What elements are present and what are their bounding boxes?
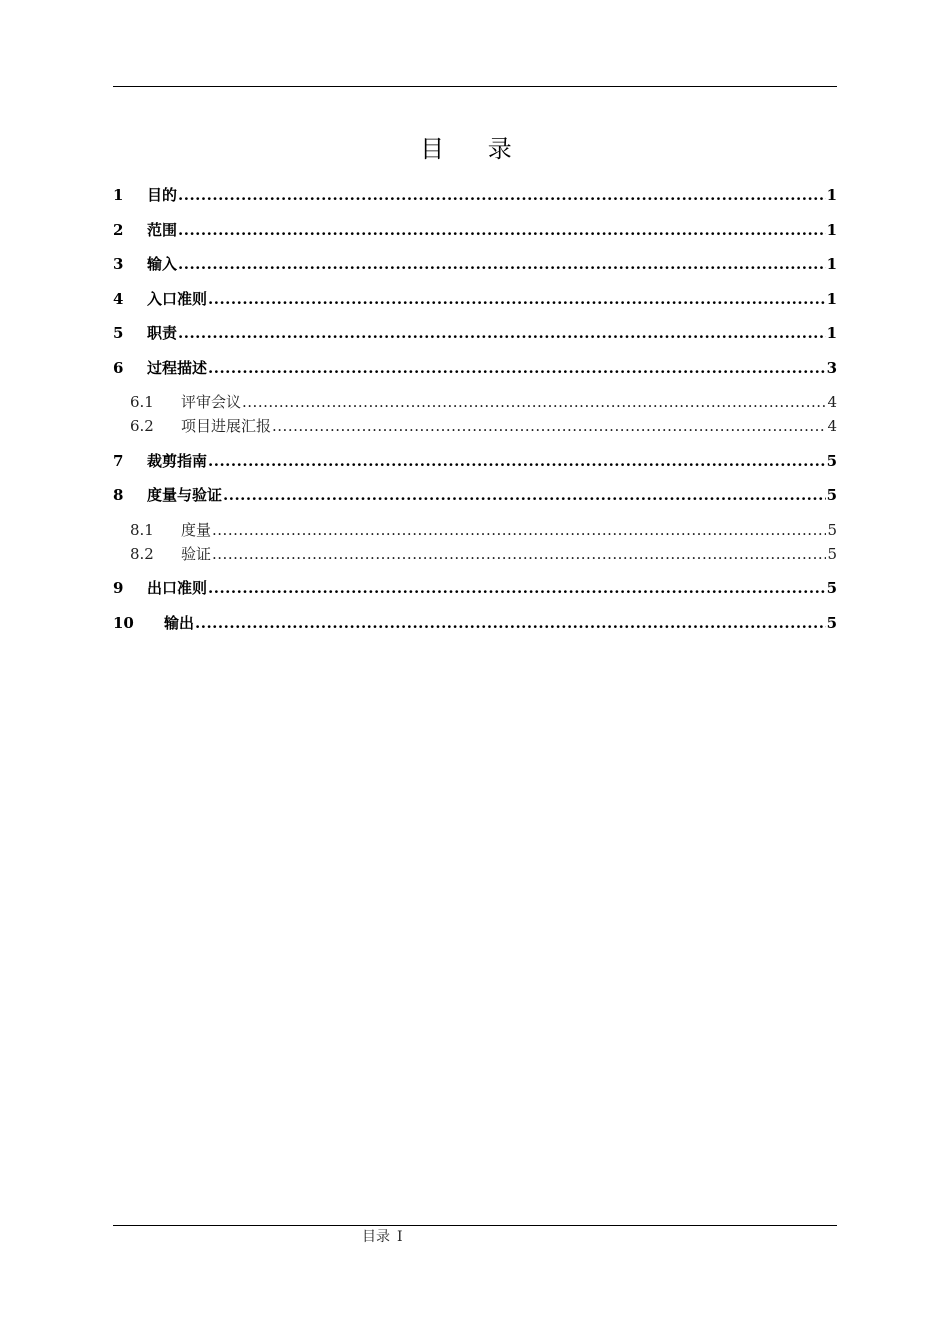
toc-subentry[interactable] [113, 518, 837, 542]
toc-entry-title: 度量与验证 [147, 486, 223, 504]
toc-entry-number: 9 [113, 579, 124, 597]
toc-entry-number: 6 [113, 358, 124, 377]
toc-entry-number: 6.2 [130, 417, 154, 435]
toc-dot-leader [208, 576, 826, 600]
toc-entry-number: 8.2 [130, 544, 154, 563]
toc-entry-page: 1 [826, 255, 837, 273]
toc-entry[interactable] [113, 287, 837, 311]
toc-entry-title: 评审会议 [181, 393, 242, 411]
footer-rule [113, 1225, 837, 1226]
toc-entry-page: 5 [827, 544, 837, 563]
toc-entry-number: 2 [113, 220, 124, 239]
toc-entry-number: 6.1 [130, 393, 154, 411]
toc-title: 目 录 [420, 135, 530, 163]
table-of-contents [113, 183, 837, 645]
toc-dot-leader [195, 611, 826, 635]
toc-dot-leader [178, 218, 826, 242]
toc-dot-leader [208, 356, 826, 380]
toc-dot-leader [178, 252, 826, 276]
header-rule [113, 86, 837, 87]
toc-entry-number: 8 [113, 486, 124, 504]
toc-entry-title: 职责 [147, 324, 178, 342]
toc-entry[interactable] [113, 252, 837, 276]
toc-entry-page: 5 [826, 613, 837, 632]
toc-entry-page: 1 [826, 324, 837, 342]
toc-entry-page: 1 [826, 186, 837, 204]
toc-subentry[interactable] [113, 542, 837, 566]
toc-dot-leader [212, 518, 826, 542]
toc-entry-title: 目的 [147, 186, 178, 204]
toc-entry[interactable] [113, 483, 837, 507]
toc-entry-title: 裁剪指南 [147, 451, 208, 470]
toc-entry-title: 入口准则 [147, 289, 208, 308]
toc-entry-title: 度量 [181, 520, 212, 539]
toc-entry[interactable] [113, 449, 837, 473]
toc-dot-leader [272, 414, 826, 438]
toc-entry-number: 7 [113, 451, 124, 470]
toc-entry[interactable] [113, 321, 837, 345]
toc-entry-title: 输入 [147, 255, 178, 273]
toc-entry-title: 范围 [147, 220, 178, 239]
toc-entry-number: 3 [113, 255, 124, 273]
toc-entry[interactable] [113, 576, 837, 600]
toc-subentry[interactable] [113, 414, 837, 438]
toc-entry-page: 1 [826, 220, 837, 239]
footer-page-number: I [397, 1229, 403, 1245]
toc-dot-leader [223, 483, 826, 507]
toc-entry-title: 验证 [181, 544, 212, 563]
toc-entry-number: 10 [113, 613, 134, 632]
toc-entry[interactable] [113, 183, 837, 207]
toc-entry-number: 8.1 [130, 520, 154, 539]
toc-entry-title: 项目进展汇报 [181, 417, 272, 435]
toc-entry-page: 5 [827, 520, 837, 539]
toc-entry-number: 1 [113, 186, 124, 204]
toc-entry-page: 5 [826, 451, 837, 470]
page-footer [362, 1228, 403, 1246]
toc-entry-page: 4 [827, 417, 837, 435]
toc-dot-leader [178, 321, 826, 345]
toc-entry[interactable] [113, 611, 837, 635]
toc-entry-page: 5 [826, 579, 837, 597]
toc-entry-number: 4 [113, 289, 124, 308]
toc-dot-leader [208, 449, 826, 473]
toc-entry-title: 输出 [164, 613, 195, 632]
toc-entry-page: 5 [826, 486, 837, 504]
toc-dot-leader [242, 390, 826, 414]
footer-label: 目录 [362, 1229, 390, 1245]
toc-entry-title: 过程描述 [147, 358, 208, 377]
toc-entry-page: 4 [827, 393, 837, 411]
toc-entry[interactable] [113, 218, 837, 242]
toc-subentry[interactable] [113, 390, 837, 414]
toc-entry-number: 5 [113, 324, 124, 342]
toc-entry-page: 1 [826, 289, 837, 308]
toc-dot-leader [178, 183, 826, 207]
toc-entry-title: 出口准则 [147, 579, 208, 597]
toc-entry-page: 3 [826, 358, 837, 377]
toc-dot-leader [208, 287, 826, 311]
toc-entry[interactable] [113, 356, 837, 380]
toc-dot-leader [212, 542, 826, 566]
